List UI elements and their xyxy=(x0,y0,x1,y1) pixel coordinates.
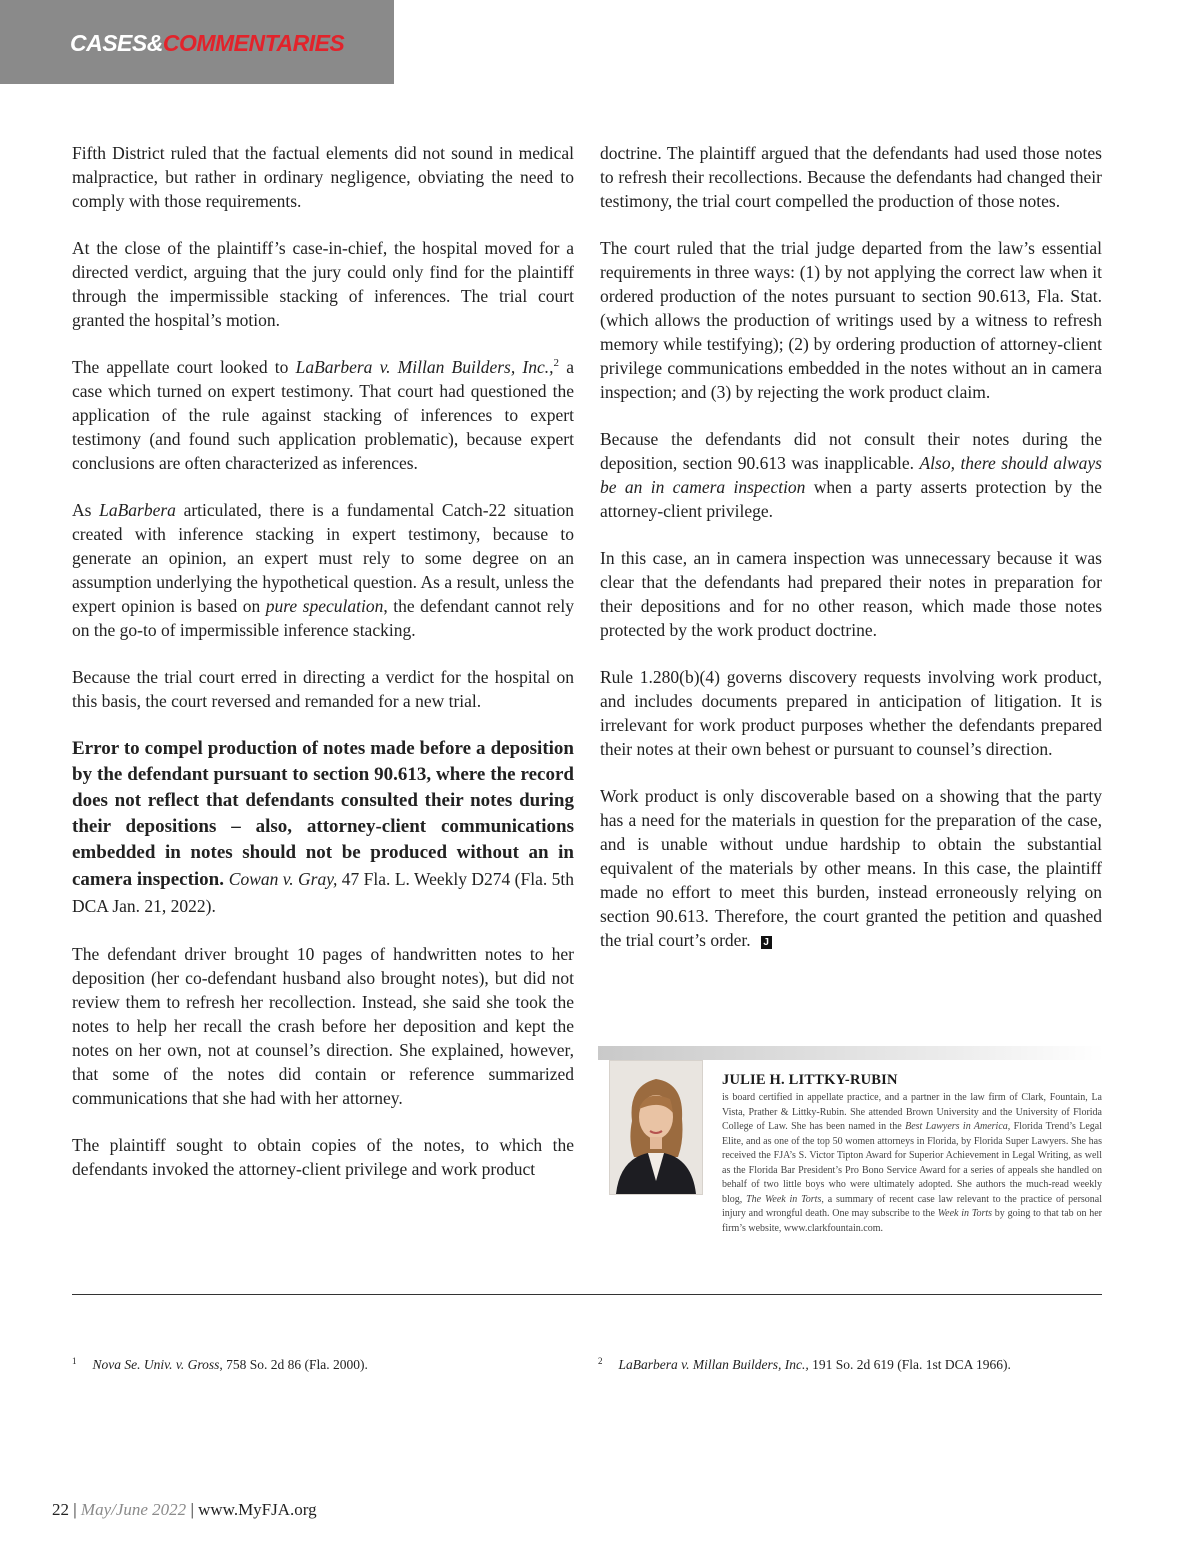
bio-band xyxy=(598,1046,1104,1060)
paragraph: Work product is only discoverable based on a showing that the party has a need for the materials in question for the preparation of the case, and is unable without undue hardship to obtain the substantial equivalent of the materials by other means. In this case, the plaintiff made no effort to meet this burden, instead erroneously relying on section 90.613. Therefore, the court granted the petition and quashed the trial court’s order. J xyxy=(600,786,1102,950)
bio-text xyxy=(722,1072,1102,1236)
bio-body: is board certified in appellate practice, and a partner in the law firm of Clark, Fountain, La Vista, Prather & Littky-Rubin. She attended Brown University and the University of Florida College of Law. She has been named in the Best Lawyers in America, Florida Trend’s Legal Elite, and as one of the top 50 women attorneys in Florida, by Florida Super Lawyers. She has received the FJA’s S. Victor Tipton Award for Superior Achievement in Legal Writing, as well as the Florida Bar President’s Pro Bono Service Award for a series of appeals she handled on behalf of two little boys who were ultimately adopted. She authors the much-read weekly blog, The Week in Torts, a summary of recent case law relevant to the practice of personal injury and wrongful death. One may subscribe to the Week in Torts by going to that tab on her firm’s website, www.clarkfountain.com. xyxy=(722,1092,1103,1234)
author-photo xyxy=(609,1060,703,1195)
section-title: CASES&COMMENTARIES xyxy=(70,30,345,56)
case-name: LaBarbera xyxy=(99,500,176,520)
paragraph: Because the defendants did not consult their notes during the deposition, section 90.613 was inapplicable. Also, there should always be an in camera inspection when a party asserts protection by the attorney-client privilege. xyxy=(600,429,1102,521)
case-name: LaBarbera v. Millan Builders, Inc., xyxy=(295,357,554,377)
footnote-divider xyxy=(72,1294,1102,1295)
case-heading: Error to compel production of notes made before a deposition by the defendant pursuant to section 90.613, where the record does not reflect that defendants consulted their notes during their depositions – also, attorney-client communications embedded in notes should not be produced without an in camera inspection. Cowan v. Gray, 47 Fla. L. Weekly D274 (Fla. 5th DCA Jan. 21, 2022). xyxy=(72,738,574,916)
paragraph: The appellate court looked to LaBarbera v. Millan Builders, Inc.,$^2$ a case which turned on expert testimony. That court had questioned the application of the rule against stacking of inferences to expert testimony (and found such application problematic), because expert conclusions are often characterized as inferences. xyxy=(72,357,574,473)
author-portrait-icon xyxy=(610,1061,702,1194)
paragraph: The defendant driver brought 10 pages of handwritten notes to her deposition (her co-defendant husband also brought notes), but did not review them to refresh her recollection. Instead, she said she took the notes to help her recall the crash before her deposition and kept the notes on her own, not at counsel’s direction. She explained, however, that some of the notes did contain or reference summarized communications that she had with her attorney. xyxy=(72,944,574,1108)
case-name: LaBarbera v. Millan Builders, Inc., xyxy=(618,1357,809,1372)
left-column xyxy=(72,141,574,1204)
author-name: JULIE H. LITTKY-RUBIN xyxy=(722,1072,898,1088)
case-name: Cowan v. Gray, xyxy=(228,869,338,889)
paragraph: As LaBarbera articulated, there is a fundamental Catch-22 situation created with inference stacking in expert testimony, because to generate an opinion, an expert must rely to some degree on an assumption underlying the hypothetical question. As a result, unless the expert opinion is based on pure speculation, the defendant cannot rely on the go-to of impermissible inference stacking. xyxy=(72,500,574,640)
footnote: $^2$ LaBarbera v. Millan Builders, Inc., 191 So. 2d 619 (Fla. 1st DCA 1966). xyxy=(598,1356,1011,1372)
footnote: $^1$ Nova Se. Univ. v. Gross, 758 So. 2d 86 (Fla. 2000). xyxy=(72,1356,368,1372)
paragraph: The court ruled that the trial judge departed from the law’s essential requirements in three ways: (1) by not applying the correct law when it ordered production of the notes pursuant to section 90.613, Fla. Stat. (which allows the production of writings used by a witness to refresh memory while testifying); (2) by ordering production of attorney-client privilege communications embedded in the notes without an in camera inspection; and (3) by rejecting the work product claim. xyxy=(600,238,1102,402)
paragraph: The plaintiff sought to obtain copies of the notes, to which the defendants invoked the attorney-client privilege and work product xyxy=(72,1135,574,1179)
footnote-ref: 2 xyxy=(553,357,560,370)
paragraph: doctrine. The plaintiff argued that the defendants had used those notes to refresh their recollections. Because the defendants had changed their testimony, the trial court compelled the production of those notes. xyxy=(600,143,1102,211)
page-number: 22 xyxy=(52,1500,69,1519)
issue-date: May/June 2022 xyxy=(80,1500,187,1519)
end-mark-icon: J xyxy=(761,936,772,949)
paragraph: Because the trial court erred in directing a verdict for the hospital on this basis, the court reversed and remanded for a new trial. xyxy=(72,667,574,711)
case-name: Nova Se. Univ. v. Gross xyxy=(92,1357,220,1372)
author-bio xyxy=(598,1046,1104,1246)
paragraph: Fifth District ruled that the factual elements did not sound in medical malpractice, but rather in ordinary negligence, obviating the need to comply with those requirements. xyxy=(72,143,574,211)
paragraph: Rule 1.280(b)(4) governs discovery requests involving work product, and includes documents prepared in anticipation of litigation. It is irrelevant for work product purposes whether the defendants prepared their notes at their own behest or pursuant to counsel’s direction. xyxy=(600,667,1102,759)
paragraph: At the close of the plaintiff’s case-in-chief, the hospital moved for a directed verdict, arguing that the jury could only find for the plaintiff through the impermissible stacking of inferences. The trial court granted the hospital’s motion. xyxy=(72,238,574,330)
page-footer: 22 | May/June 2022 | www.MyFJA.org xyxy=(52,1500,317,1519)
website-link[interactable]: www.MyFJA.org xyxy=(198,1500,317,1519)
right-column xyxy=(600,141,1102,975)
paragraph: In this case, an in camera inspection was unnecessary because it was clear that the defendants had prepared their notes in preparation for their depositions and for no other reason, which made those notes protected by the work product doctrine. xyxy=(600,548,1102,640)
